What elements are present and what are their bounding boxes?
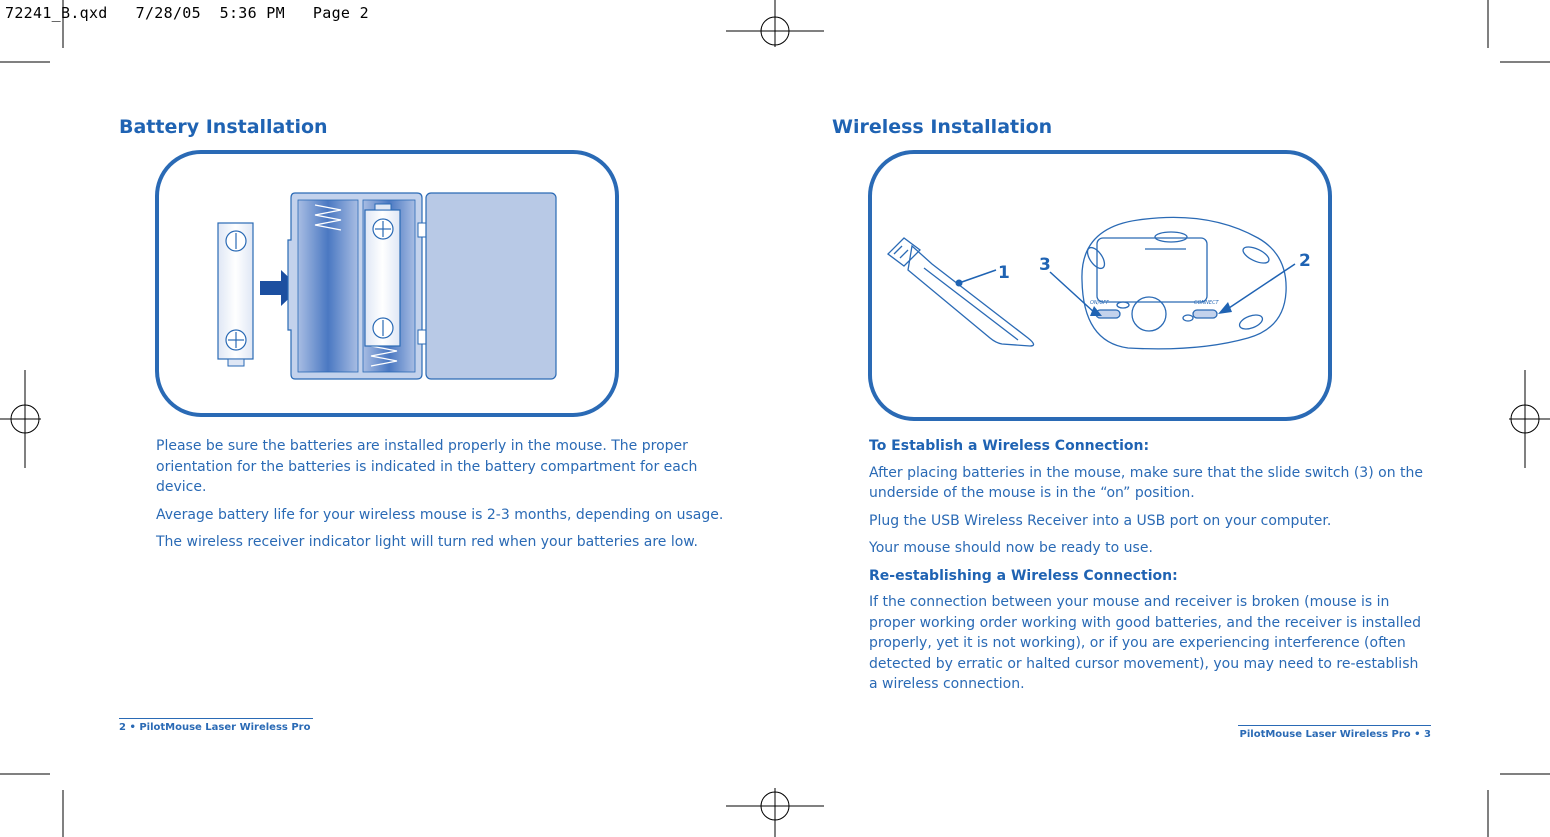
wireless-text <box>869 436 1429 702</box>
wireless-frame <box>870 152 1330 419</box>
print-slug: 72241_B.qxd 7/28/05 5:36 PM Page 2 <box>5 4 369 22</box>
callout-3: 3 <box>1039 255 1051 275</box>
battery-diagram <box>155 150 620 418</box>
battery-text <box>156 436 736 560</box>
battery-installation-heading: Battery Installation <box>119 116 328 138</box>
battery-paragraph: Please be sure the batteries are installed properly in the mouse. The proper orientation for the batteries is indicated in the battery compartment for each device. <box>156 438 698 495</box>
establish-paragraph: After placing batteries in the mouse, make sure that the slide switch (3) on the underside of the mouse is in the “on” position. <box>869 464 1423 501</box>
loose-battery <box>218 223 253 366</box>
right-page-footer: PilotMouse Laser Wireless Pro • 3 <box>1238 725 1431 740</box>
reestablish-paragraph: If the connection between your mouse and receiver is broken (mouse is in proper working order working with good batteries, and the receiver is installed properly, yet it is not working), or if you are experiencing interference (often detected by erratic or halted cursor movement), you may need to re-establish a wireless connection. <box>869 594 1421 692</box>
wireless-installation-heading: Wireless Installation <box>832 116 1053 138</box>
battery-compartment <box>288 193 427 379</box>
battery-paragraph: Average battery life for your wireless mouse is 2-3 months, depending on usage. <box>156 506 724 523</box>
switch-label: ON/OFF <box>1090 300 1110 306</box>
reestablish-subheading: Re-establishing a Wireless Connection: <box>869 567 1178 584</box>
callout-2: 2 <box>1299 251 1311 271</box>
registration-mark-top <box>726 0 824 47</box>
callout-1: 1 <box>998 263 1010 283</box>
registration-mark-left <box>0 370 41 468</box>
connect-label: CONNECT <box>1194 300 1219 306</box>
wireless-diagram <box>868 150 1333 422</box>
establish-paragraph: Plug the USB Wireless Receiver into a USB port on your computer. <box>869 512 1332 529</box>
battery-cover <box>426 193 556 379</box>
establish-paragraph: Your mouse should now be ready to use. <box>869 540 1153 556</box>
battery-paragraph: The wireless receiver indicator light will turn red when your batteries are low. <box>156 534 698 550</box>
left-page-footer: 2 • PilotMouse Laser Wireless Pro <box>119 718 313 733</box>
registration-mark-bottom <box>726 788 824 837</box>
establish-subheading: To Establish a Wireless Connection: <box>869 438 1150 454</box>
registration-mark-right <box>1509 370 1550 468</box>
